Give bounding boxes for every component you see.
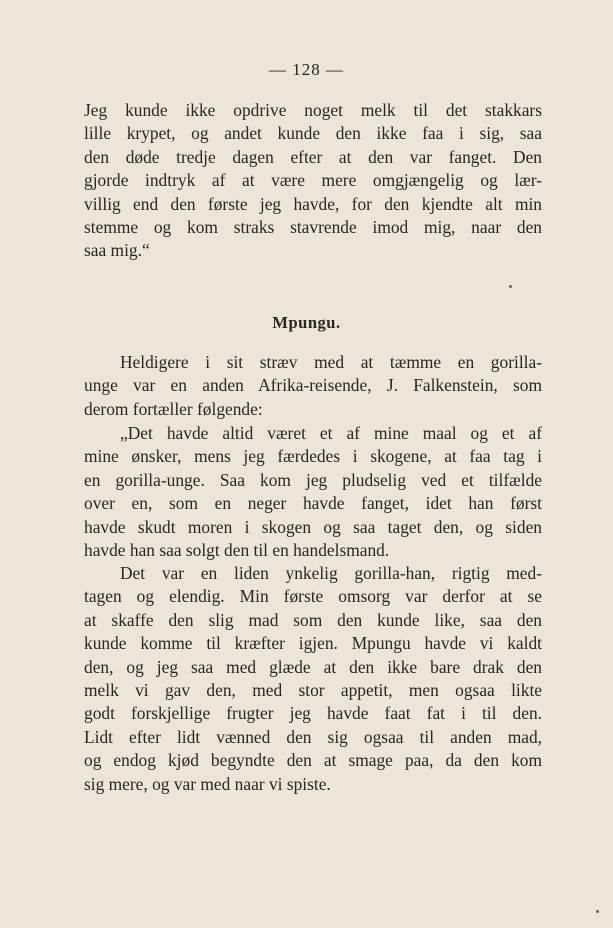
text-line: havde han saa solgt den til en handelsmand. bbox=[84, 539, 390, 560]
text-line: over en, som en neger havde fanget, idet han først bbox=[84, 493, 542, 514]
section-heading: Mpungu. bbox=[272, 313, 341, 332]
text-line: og endog kjød begyndte den at smage paa, da den kom bbox=[84, 750, 542, 771]
text-line: kunde komme til kræfter igjen. Mpungu havde vi kaldt bbox=[84, 633, 542, 654]
text-line: unge var en anden Afrika-reisende, J. Falkenstein, som bbox=[84, 375, 542, 396]
paragraph-3 bbox=[84, 422, 542, 562]
text-line: at skaffe den slig mad som den kunde like, saa den bbox=[84, 609, 542, 630]
text-line: godt forskjellige frugter jeg havde faat fat i til den. bbox=[84, 703, 542, 724]
text-line: sig mere, og var med naar vi spiste. bbox=[84, 773, 331, 794]
text-line: gjorde indtryk af at være mere omgjængelig og lær- bbox=[84, 170, 542, 191]
text-line: Heldigere i sit stræv med at tæmme en gorilla- bbox=[120, 352, 542, 372]
paragraph-2 bbox=[84, 351, 542, 421]
text-line: derom fortæller følgende: bbox=[84, 398, 263, 419]
paragraph-4 bbox=[84, 562, 542, 796]
text-line: den døde tredje dagen efter at den var fanget. Den bbox=[84, 146, 542, 167]
text-line: „Det havde altid været et af mine maal og et af bbox=[120, 423, 542, 443]
text-line: Jeg kunde ikke opdrive noget melk til det stakkars bbox=[84, 100, 542, 120]
page-number: — 128 — bbox=[269, 60, 344, 79]
text-line: den, og jeg saa med glæde at den ikke bare drak den bbox=[84, 656, 542, 677]
text-line: mine ønsker, mens jeg færdedes i skogene, at faa tag i bbox=[84, 446, 542, 467]
text-line: stemme og kom straks stavrende imod mig, naar den bbox=[84, 216, 542, 237]
paragraph-1 bbox=[84, 99, 542, 263]
text-line: lille krypet, og andet kunde den ikke faa i sig, saa bbox=[84, 123, 542, 144]
text-line: Lidt efter lidt vænned den sig ogsaa til anden mad, bbox=[84, 726, 542, 747]
text-line: Det var en liden ynkelig gorilla-han, rigtig med- bbox=[120, 563, 542, 583]
text-line: melk vi gav den, med stor appetit, men ogsaa likte bbox=[84, 679, 542, 700]
paper-speck bbox=[596, 910, 599, 913]
text-line: saa mig.“ bbox=[84, 240, 150, 261]
paper-speck bbox=[509, 285, 512, 288]
text-line: tagen og elendig. Min første omsorg var derfor at se bbox=[84, 586, 542, 607]
text-line: havde skudt moren i skogen og saa taget den, og siden bbox=[84, 516, 542, 537]
text-line: villig end den første jeg havde, for den kjendte alt min bbox=[84, 193, 542, 214]
text-line: en gorilla-unge. Saa kom jeg pludselig ved et tilfælde bbox=[84, 469, 542, 490]
